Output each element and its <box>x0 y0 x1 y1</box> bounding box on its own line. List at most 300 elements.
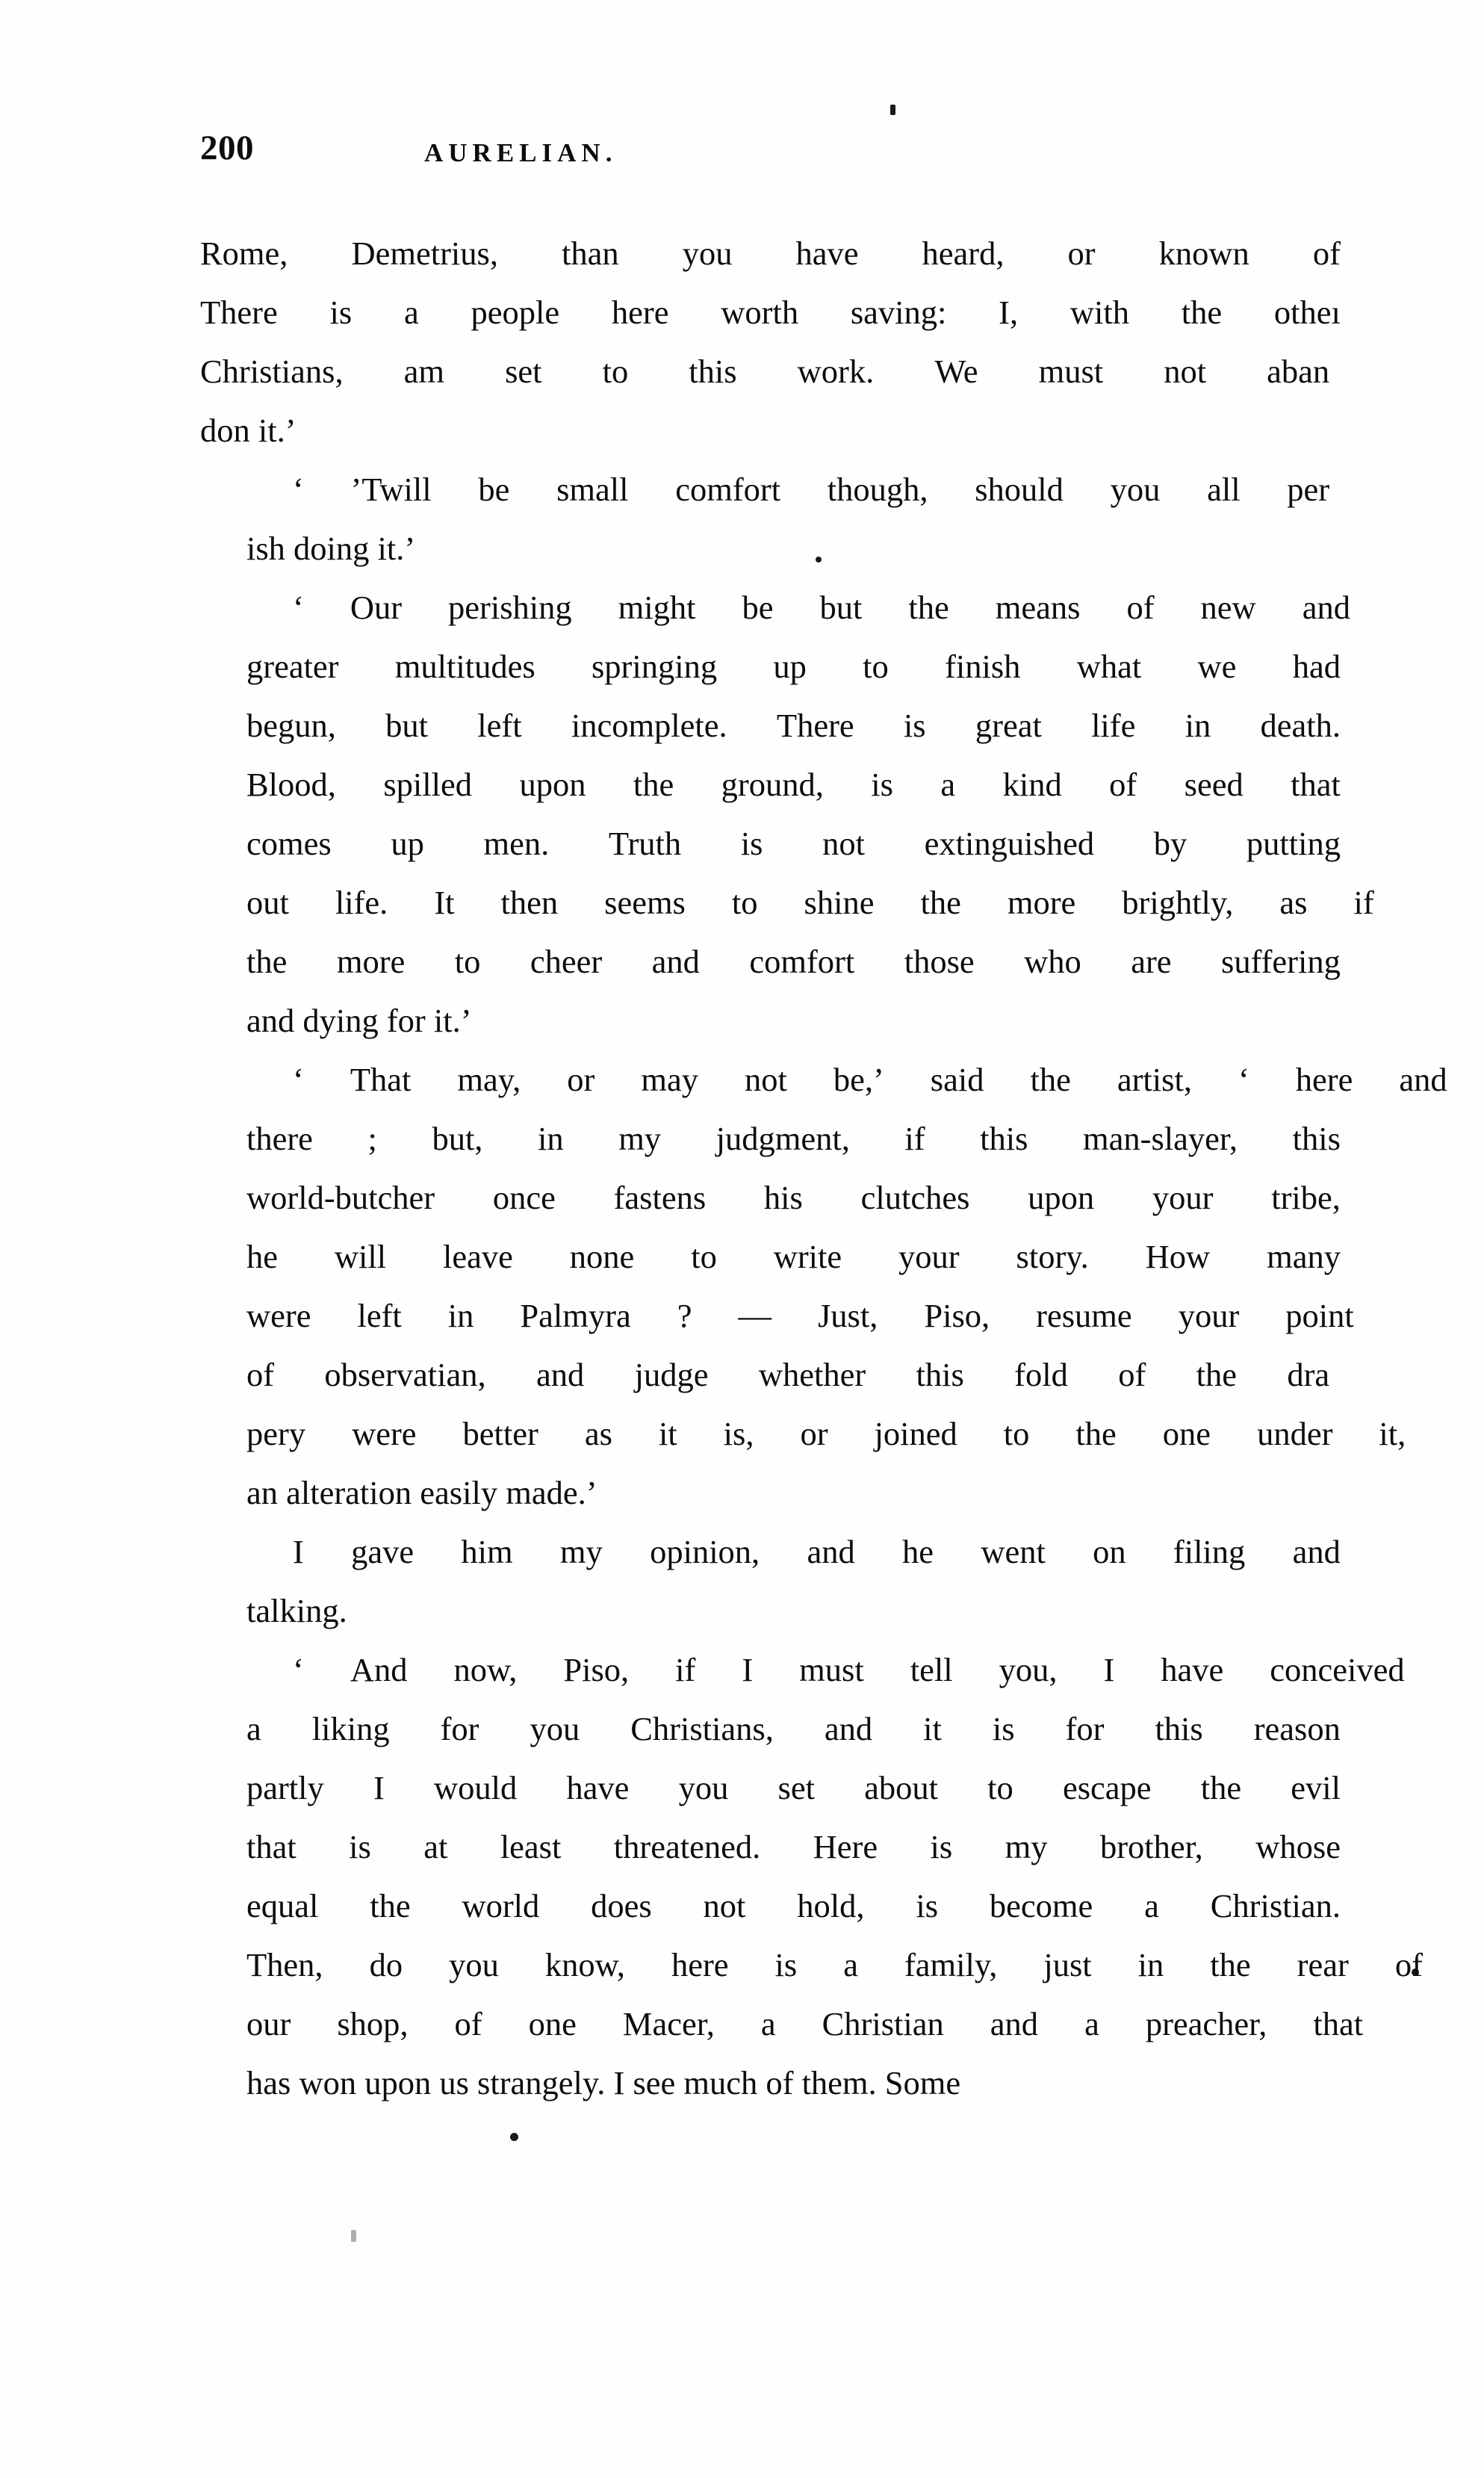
word: now, <box>453 1651 518 1688</box>
word: is <box>740 825 763 862</box>
word: fold <box>1014 1356 1068 1393</box>
word: on <box>1093 1533 1126 1570</box>
word: a <box>760 2005 776 2042</box>
word: reason <box>1253 1710 1341 1747</box>
word: family, <box>904 1946 998 1983</box>
word: am <box>403 353 445 390</box>
word: as <box>1279 884 1308 921</box>
word: all <box>1207 471 1241 508</box>
word: begun, <box>246 707 336 744</box>
word: up <box>391 825 424 862</box>
word: rear <box>1297 1946 1349 1983</box>
word: whose <box>1255 1828 1341 1865</box>
word: and <box>651 943 700 980</box>
running-title: AURELIAN. <box>424 138 618 167</box>
word: ’Twill <box>350 471 432 508</box>
word: you <box>449 1946 499 1983</box>
word: would <box>433 1769 518 1806</box>
word: ‘ <box>293 1061 304 1098</box>
word: comes <box>246 825 332 862</box>
word: story. <box>1016 1238 1089 1275</box>
word: those <box>904 943 975 980</box>
word: the <box>1181 294 1223 331</box>
word: his <box>763 1179 803 1216</box>
text-line: has won upon us strangely. I see much of them. Some <box>246 2064 961 2101</box>
word: ? <box>677 1297 692 1334</box>
word: cheer <box>530 943 603 980</box>
word: the <box>1075 1415 1117 1452</box>
word: new <box>1200 589 1256 626</box>
word: Our <box>350 589 403 626</box>
word: and <box>990 2005 1039 2042</box>
word: the <box>1200 1769 1242 1806</box>
text-line <box>200 1700 1341 1759</box>
word: have <box>795 235 859 272</box>
word: of <box>1394 1946 1423 1983</box>
word: finish <box>945 648 1021 685</box>
word: preacher, <box>1145 2005 1267 2042</box>
paragraph <box>200 1050 1447 1523</box>
word: known <box>1158 235 1249 272</box>
word: escape <box>1062 1769 1152 1806</box>
word: spilled <box>383 766 473 803</box>
word: people <box>471 294 560 331</box>
word: of <box>454 2005 482 2042</box>
word: at <box>423 1828 448 1865</box>
word: is <box>930 1828 953 1865</box>
word: Piso, <box>924 1297 990 1334</box>
word: a <box>940 766 956 803</box>
word: means <box>995 589 1081 626</box>
word: here <box>671 1946 729 1983</box>
word: what <box>1076 648 1142 685</box>
word: Piso, <box>563 1651 630 1688</box>
text-line <box>200 578 1350 637</box>
word: artist, <box>1117 1061 1192 1098</box>
word: this <box>980 1120 1028 1157</box>
word: comfort <box>675 471 781 508</box>
word: And <box>350 1651 408 1688</box>
word: out <box>246 884 289 921</box>
word: is <box>349 1828 371 1865</box>
word: Palmyra <box>520 1297 631 1334</box>
word: not <box>744 1061 787 1098</box>
word: if <box>675 1651 696 1688</box>
text-line <box>200 1227 1341 1286</box>
word: fastens <box>613 1179 707 1216</box>
word: this <box>1292 1120 1341 1157</box>
word: Just, <box>817 1297 878 1334</box>
word: kind <box>1002 766 1062 803</box>
word: ground, <box>721 766 824 803</box>
word: joined <box>874 1415 957 1452</box>
word: left <box>357 1297 402 1334</box>
text-line <box>200 1523 1341 1582</box>
paragraph <box>200 578 1374 1050</box>
word: opinion, <box>650 1533 760 1570</box>
word: it, <box>1379 1415 1406 1452</box>
word: a <box>1084 2005 1099 2042</box>
word: and <box>1302 589 1350 626</box>
word: shop, <box>337 2005 409 2042</box>
word: more <box>1007 884 1076 921</box>
page-number: 200 <box>200 128 254 167</box>
word: said <box>930 1061 984 1098</box>
word: Demetrius, <box>351 235 498 272</box>
text-line <box>200 1936 1423 1995</box>
word: partly <box>246 1769 324 1806</box>
word: point <box>1285 1297 1354 1334</box>
word: be,’ <box>833 1061 884 1098</box>
word: ‘ <box>293 1651 304 1688</box>
word: brightly, <box>1122 884 1234 921</box>
word: it <box>923 1710 942 1747</box>
word: left <box>477 707 522 744</box>
word: not <box>1164 353 1207 390</box>
word: That <box>350 1061 412 1098</box>
word: judgment, <box>715 1120 850 1157</box>
word: men. <box>483 825 550 862</box>
word: shine <box>804 884 875 921</box>
word: Christian. <box>1210 1887 1341 1924</box>
word: none <box>569 1238 635 1275</box>
word: I, <box>999 294 1019 331</box>
word: not <box>703 1887 746 1924</box>
ink-speck-icon <box>351 2230 356 2242</box>
word: There <box>776 707 854 744</box>
word: tribe, <box>1271 1179 1341 1216</box>
word: than <box>562 235 619 272</box>
text-line <box>200 1050 1447 1109</box>
word: must <box>799 1651 864 1688</box>
text-line <box>200 460 1341 519</box>
text-line <box>200 932 1341 991</box>
word: up <box>773 648 807 685</box>
word: that <box>246 1828 297 1865</box>
page-header <box>200 128 1343 183</box>
word: and <box>536 1356 585 1393</box>
word: our <box>246 2005 291 2042</box>
word: tell <box>910 1651 953 1688</box>
word: perishing <box>448 589 572 626</box>
word: otheı <box>1273 294 1341 331</box>
word: to <box>602 353 629 390</box>
word: you <box>530 1710 580 1747</box>
word: I <box>1103 1651 1115 1688</box>
word: I <box>742 1651 754 1688</box>
word: your <box>1178 1297 1240 1334</box>
word: upon <box>1028 1179 1095 1216</box>
text-line <box>200 224 1341 283</box>
text-line <box>200 1995 1364 2054</box>
word: is <box>916 1887 939 1924</box>
word: dra <box>1287 1356 1330 1393</box>
word: must <box>1038 353 1104 390</box>
word: work. <box>797 353 875 390</box>
word: in <box>538 1120 564 1157</box>
word: Christians, <box>200 353 344 390</box>
word: write <box>773 1238 842 1275</box>
word: pery <box>246 1415 306 1452</box>
word: liking <box>311 1710 390 1747</box>
word: How <box>1145 1238 1211 1275</box>
word: you <box>1110 471 1161 508</box>
word: is, <box>723 1415 754 1452</box>
word: if <box>904 1120 925 1157</box>
text-line <box>200 1345 1341 1404</box>
word: to <box>987 1769 1013 1806</box>
word: more <box>336 943 406 980</box>
word: greater <box>246 648 339 685</box>
word: the <box>908 589 949 626</box>
word: who <box>1024 943 1081 980</box>
text-line <box>200 1641 1405 1700</box>
word: there <box>246 1120 313 1157</box>
word: but <box>819 589 863 626</box>
word: world-butcher <box>246 1179 435 1216</box>
word: springing <box>591 648 718 685</box>
word: about <box>864 1769 938 1806</box>
text-line <box>200 283 1341 342</box>
word: as <box>584 1415 612 1452</box>
word: it <box>658 1415 677 1452</box>
word: Christians, <box>630 1710 774 1747</box>
word: are <box>1131 943 1172 980</box>
word: ; <box>367 1120 377 1157</box>
word: evil <box>1291 1769 1341 1806</box>
word: incomplete. <box>571 707 727 744</box>
word: heard, <box>922 235 1005 272</box>
word: set <box>505 353 542 390</box>
text-line <box>200 1877 1341 1936</box>
word: life <box>1091 707 1136 744</box>
word: leave <box>443 1238 513 1275</box>
word: have <box>1161 1651 1224 1688</box>
word: ‘ <box>293 471 304 508</box>
word: Rome, <box>200 235 288 272</box>
text-line: ish doing it.’ <box>246 530 416 567</box>
word: went <box>981 1533 1046 1570</box>
word: saving: <box>850 294 947 331</box>
word: judge <box>634 1356 709 1393</box>
word: for <box>440 1710 479 1747</box>
word: Blood, <box>246 766 336 803</box>
word: of <box>1312 235 1341 272</box>
word: he <box>246 1238 279 1275</box>
word: to <box>1003 1415 1030 1452</box>
word: the <box>370 1887 411 1924</box>
word: under <box>1257 1415 1333 1452</box>
text-line <box>200 1109 1341 1168</box>
word: were <box>246 1297 311 1334</box>
word: of <box>1109 766 1137 803</box>
word: whether <box>758 1356 866 1393</box>
word: is <box>992 1710 1015 1747</box>
word: least <box>500 1828 562 1865</box>
word: my <box>1005 1828 1048 1865</box>
word: were <box>352 1415 417 1452</box>
word: or <box>1067 235 1096 272</box>
word: man-slayer, <box>1083 1120 1238 1157</box>
word: a <box>1144 1887 1159 1924</box>
text-line <box>200 1404 1406 1463</box>
text-line <box>200 1168 1341 1227</box>
word: gave <box>351 1533 415 1570</box>
text-line <box>200 814 1341 873</box>
body-text <box>200 224 1447 2113</box>
word: aban <box>1267 353 1330 390</box>
word: comfort <box>749 943 855 980</box>
word: the <box>920 884 961 921</box>
word: we <box>1197 648 1237 685</box>
word: resume <box>1036 1297 1132 1334</box>
word: once <box>492 1179 556 1216</box>
word: to <box>691 1238 717 1275</box>
word: multitudes <box>394 648 535 685</box>
paragraph <box>200 1523 1341 1641</box>
word: you, <box>999 1651 1058 1688</box>
word: have <box>566 1769 630 1806</box>
word: a <box>246 1710 261 1747</box>
word: not <box>822 825 866 862</box>
word: this <box>689 353 737 390</box>
word: suffering <box>1221 943 1341 980</box>
text-line <box>200 1759 1341 1818</box>
word: should <box>975 471 1064 508</box>
word: per <box>1287 471 1330 508</box>
word: here <box>1295 1061 1353 1098</box>
word: here <box>611 294 669 331</box>
word: brother, <box>1099 1828 1203 1865</box>
word: will <box>334 1238 387 1275</box>
word: filing <box>1173 1533 1246 1570</box>
word: or <box>800 1415 828 1452</box>
paragraph <box>200 460 1341 578</box>
text-line <box>200 696 1341 755</box>
word: many <box>1267 1238 1341 1275</box>
word: him <box>461 1533 513 1570</box>
word: the <box>1030 1061 1071 1098</box>
word: my <box>559 1533 603 1570</box>
word: be <box>478 471 510 508</box>
word: seems <box>604 884 686 921</box>
word: to <box>454 943 481 980</box>
word: of <box>246 1356 275 1393</box>
word: and <box>1292 1533 1341 1570</box>
word: ‘ <box>293 589 304 626</box>
word: conceived <box>1270 1651 1405 1688</box>
word: and <box>1399 1061 1447 1098</box>
word: may <box>641 1061 698 1098</box>
text-line <box>200 873 1374 932</box>
ink-speck-icon <box>510 2133 518 2141</box>
word: one <box>1162 1415 1211 1452</box>
word: to <box>863 648 889 685</box>
word: if <box>1353 884 1374 921</box>
ink-speck-icon <box>890 105 895 115</box>
word: become <box>989 1887 1093 1924</box>
word: but, <box>432 1120 483 1157</box>
word: set <box>777 1769 815 1806</box>
word: I <box>293 1533 304 1570</box>
word: Macer, <box>622 2005 715 2042</box>
word: the <box>633 766 674 803</box>
word: know, <box>544 1946 625 1983</box>
word: and <box>824 1710 873 1747</box>
word: the <box>246 943 288 980</box>
word: great <box>975 707 1042 744</box>
word: There <box>200 294 278 331</box>
word: just <box>1043 1946 1092 1983</box>
word: but <box>385 707 429 744</box>
text-line <box>200 755 1341 814</box>
text-line: talking. <box>246 1592 347 1629</box>
word: It <box>434 884 455 921</box>
word: is <box>871 766 893 803</box>
word: putting <box>1246 825 1341 862</box>
word: in <box>1137 1946 1164 1983</box>
word: ‘ <box>1238 1061 1249 1098</box>
word: one <box>528 2005 577 2042</box>
word: with <box>1069 294 1129 331</box>
word: upon <box>519 766 586 803</box>
word: threatened. <box>613 1828 761 1865</box>
word: you <box>678 1769 729 1806</box>
word: is <box>774 1946 798 1983</box>
word: of <box>1126 589 1155 626</box>
word: seed <box>1184 766 1244 803</box>
word: Then, <box>246 1946 323 1983</box>
word: Christian <box>822 2005 944 2042</box>
word: I <box>373 1769 385 1806</box>
word: clutches <box>860 1179 970 1216</box>
word: you <box>682 235 733 272</box>
text-line <box>200 342 1341 401</box>
word: of <box>1118 1356 1146 1393</box>
word: he <box>902 1533 934 1570</box>
word: small <box>556 471 629 508</box>
word: might <box>618 589 696 626</box>
word: this <box>1155 1710 1203 1747</box>
word: — <box>738 1297 772 1334</box>
word: observatian, <box>324 1356 486 1393</box>
word: Here <box>813 1828 878 1865</box>
word: is <box>329 294 353 331</box>
text-line <box>200 637 1341 696</box>
word: that <box>1291 766 1341 803</box>
word: be <box>742 589 774 626</box>
word: We <box>934 353 978 390</box>
word: death. <box>1260 707 1341 744</box>
word: that <box>1313 2005 1364 2042</box>
word: your <box>898 1238 960 1275</box>
word: may, <box>457 1061 521 1098</box>
word: in <box>447 1297 474 1334</box>
word: better <box>462 1415 538 1452</box>
word: had <box>1292 648 1341 685</box>
word: does <box>591 1887 652 1924</box>
word: by <box>1153 825 1187 862</box>
word: the <box>1210 1946 1251 1983</box>
word: a <box>843 1946 858 1983</box>
word: Truth <box>608 825 682 862</box>
text-line <box>200 1286 1354 1345</box>
text-line: and dying for it.’ <box>246 1002 472 1039</box>
word: or <box>567 1061 595 1098</box>
word: world <box>462 1887 540 1924</box>
word: worth <box>721 294 799 331</box>
word: and <box>807 1533 855 1570</box>
